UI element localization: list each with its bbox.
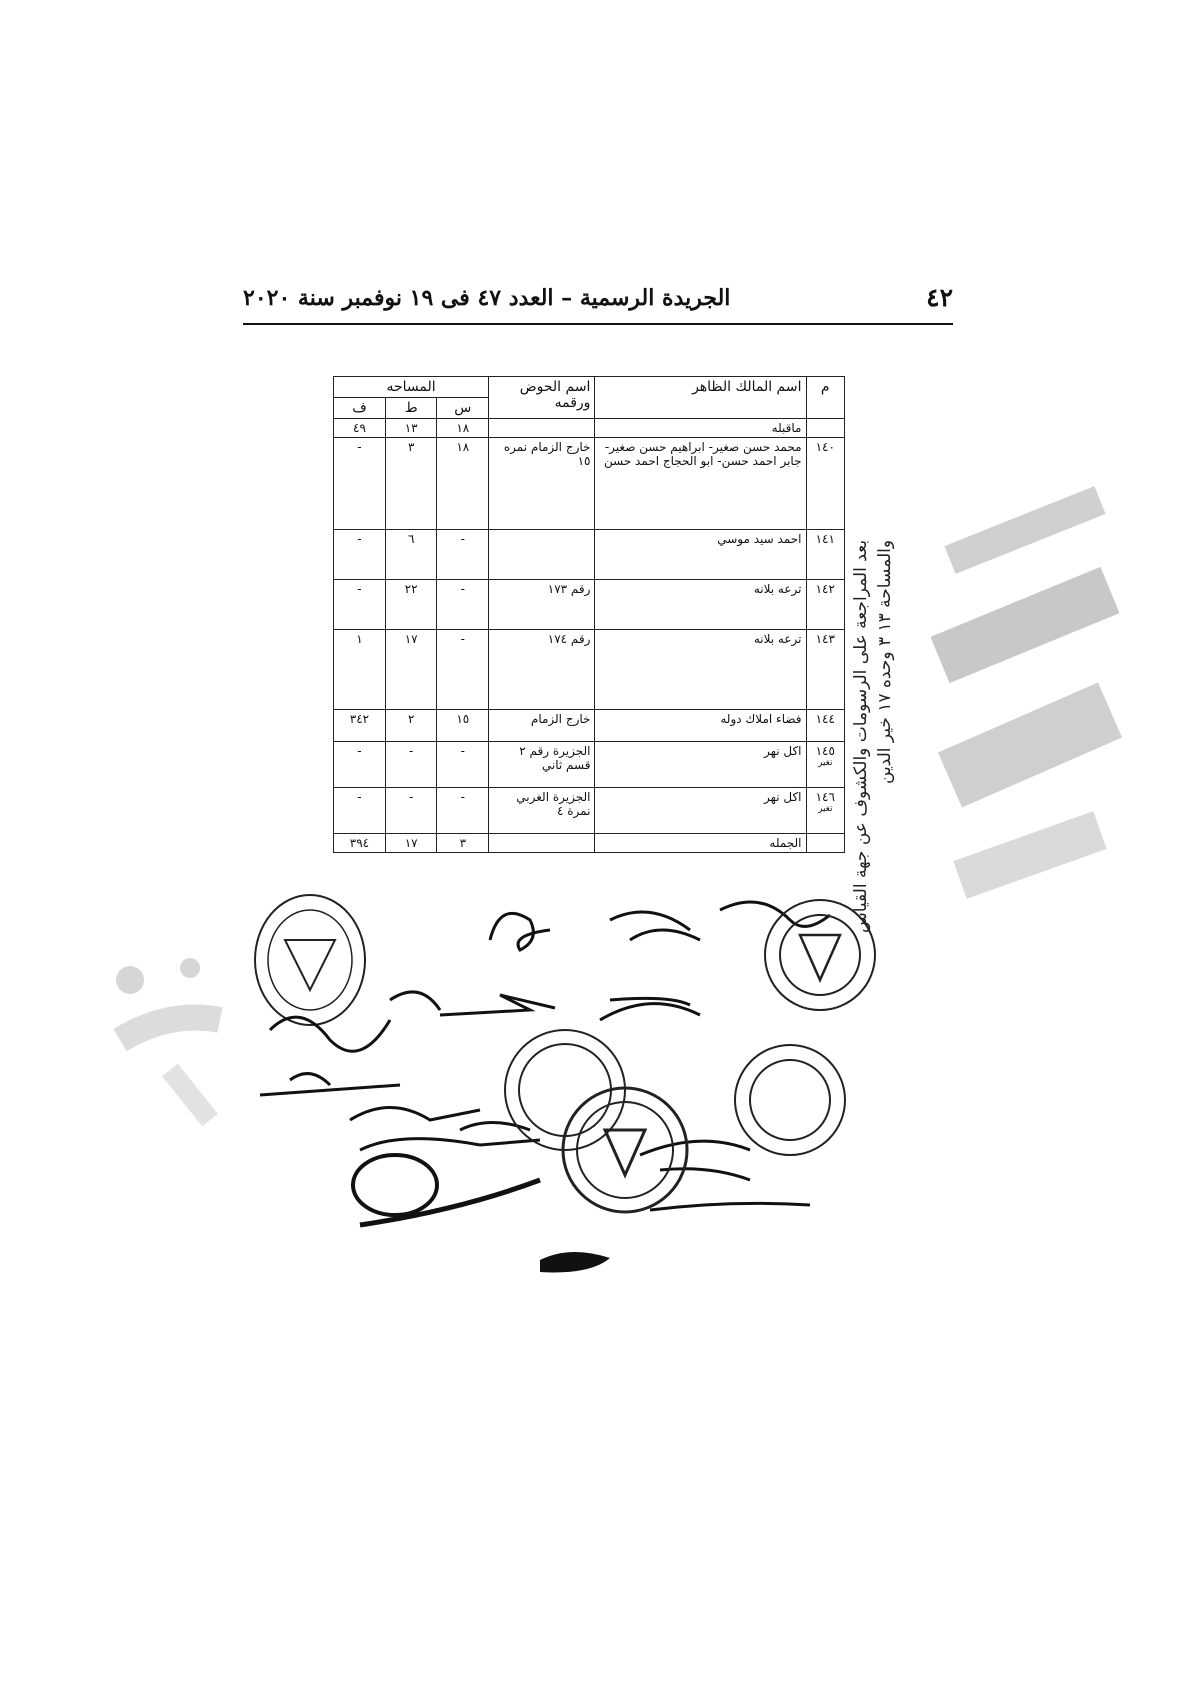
stamp-bottom <box>540 1252 610 1272</box>
cell-t: - <box>385 788 437 834</box>
cell-f: ٣٤٢ <box>334 710 386 742</box>
watermark-text <box>930 480 1130 960</box>
table-row <box>334 580 845 630</box>
signature-marks <box>260 902 830 1225</box>
cell-s: - <box>437 530 489 580</box>
cell-basin: خارج الزمام نمره ١٥ <box>489 438 595 530</box>
cell-t: ٣ <box>385 438 437 530</box>
margin-handwritten-note: بعد المراجعة على الرسومات والكشوف عن جهة القياس والمساحة ١٣ ٣ وحده ١٧ خير الدين <box>851 540 895 934</box>
cell-s: ١٨ <box>437 419 489 438</box>
signatures-and-stamps <box>230 880 930 1280</box>
watermark-logo <box>110 950 250 1130</box>
cell-num: ١٤٦ تغير <box>806 788 845 834</box>
cell-f: ٣٩٤ <box>334 834 386 853</box>
table-row <box>334 788 845 834</box>
cell-t: ٢ <box>385 710 437 742</box>
cell-t: ١٧ <box>385 834 437 853</box>
land-ownership-table <box>333 376 845 853</box>
page-header <box>243 283 953 325</box>
cell-basin: خارج الزمام <box>489 710 595 742</box>
table-row <box>334 530 845 580</box>
cell-t: ٢٢ <box>385 580 437 630</box>
col-header-basin: اسم الحوض ورقمه <box>489 377 595 419</box>
cell-num: ١٤١ <box>806 530 845 580</box>
cell-s: - <box>437 788 489 834</box>
cell-owner: فضاء املاك دوله <box>595 710 806 742</box>
cell-f: - <box>334 788 386 834</box>
col-header-f: ف <box>334 398 386 419</box>
cell-s: ١٨ <box>437 438 489 530</box>
col-header-s: س <box>437 398 489 419</box>
cell-t: ١٧ <box>385 630 437 710</box>
cell-num: ١٤٣ <box>806 630 845 710</box>
cell-owner: اكل نهر <box>595 742 806 788</box>
cell-owner: اكل نهر <box>595 788 806 834</box>
table-row <box>334 710 845 742</box>
cell-f: - <box>334 580 386 630</box>
table-row <box>334 630 845 710</box>
cell-num: ١٤٠ <box>806 438 845 530</box>
cell-s: ١٥ <box>437 710 489 742</box>
total-row <box>334 834 845 853</box>
col-header-num: م <box>806 377 845 419</box>
cell-basin: رقم ١٧٣ <box>489 580 595 630</box>
cell-f: - <box>334 438 386 530</box>
table-row <box>334 438 845 530</box>
cell-f: ٤٩ <box>334 419 386 438</box>
cell-s: - <box>437 742 489 788</box>
cell-f: ١ <box>334 630 386 710</box>
total-label: الجمله <box>595 834 806 853</box>
gazette-title: الجريدة الرسمية – العدد ٤٧ فى ١٩ نوفمبر سنة ٢٠٢٠ <box>243 285 731 311</box>
cell-owner: ترعه بلانه <box>595 580 806 630</box>
cell-t: ١٣ <box>385 419 437 438</box>
cell-owner: ترعه بلانه <box>595 630 806 710</box>
col-header-area: المساحه <box>334 377 489 398</box>
cell-t: ٦ <box>385 530 437 580</box>
carried-row <box>334 419 845 438</box>
cell-f: - <box>334 530 386 580</box>
carried-label: ماقبله <box>595 419 806 438</box>
cell-s: - <box>437 580 489 630</box>
stamp-left <box>255 895 365 1025</box>
cell-basin: الجزيرة رقم ٢ قسم ثاني <box>489 742 595 788</box>
cell-num: ١٤٥ تغير <box>806 742 845 788</box>
cell-num: ١٤٢ <box>806 580 845 630</box>
cell-s: ٣ <box>437 834 489 853</box>
cell-basin: الجزيرة الغربي نمرة ٤ <box>489 788 595 834</box>
cell-t: - <box>385 742 437 788</box>
cell-basin: رقم ١٧٤ <box>489 630 595 710</box>
stamp-right <box>735 900 875 1155</box>
cell-s: - <box>437 630 489 710</box>
table-row <box>334 742 845 788</box>
cell-f: - <box>334 742 386 788</box>
col-header-owner: اسم المالك الظاهر <box>595 377 806 419</box>
cell-owner: احمد سيد موسي <box>595 530 806 580</box>
page-number: ٤٢ <box>926 283 953 312</box>
cell-basin <box>489 530 595 580</box>
cell-owner: محمد حسن صغير- ابراهيم حسن صغير- جابر احمد حسن- ابو الحجاج احمد حسن <box>595 438 806 530</box>
cell-num: ١٤٤ <box>806 710 845 742</box>
col-header-t: ط <box>385 398 437 419</box>
land-table-frame <box>333 376 845 916</box>
